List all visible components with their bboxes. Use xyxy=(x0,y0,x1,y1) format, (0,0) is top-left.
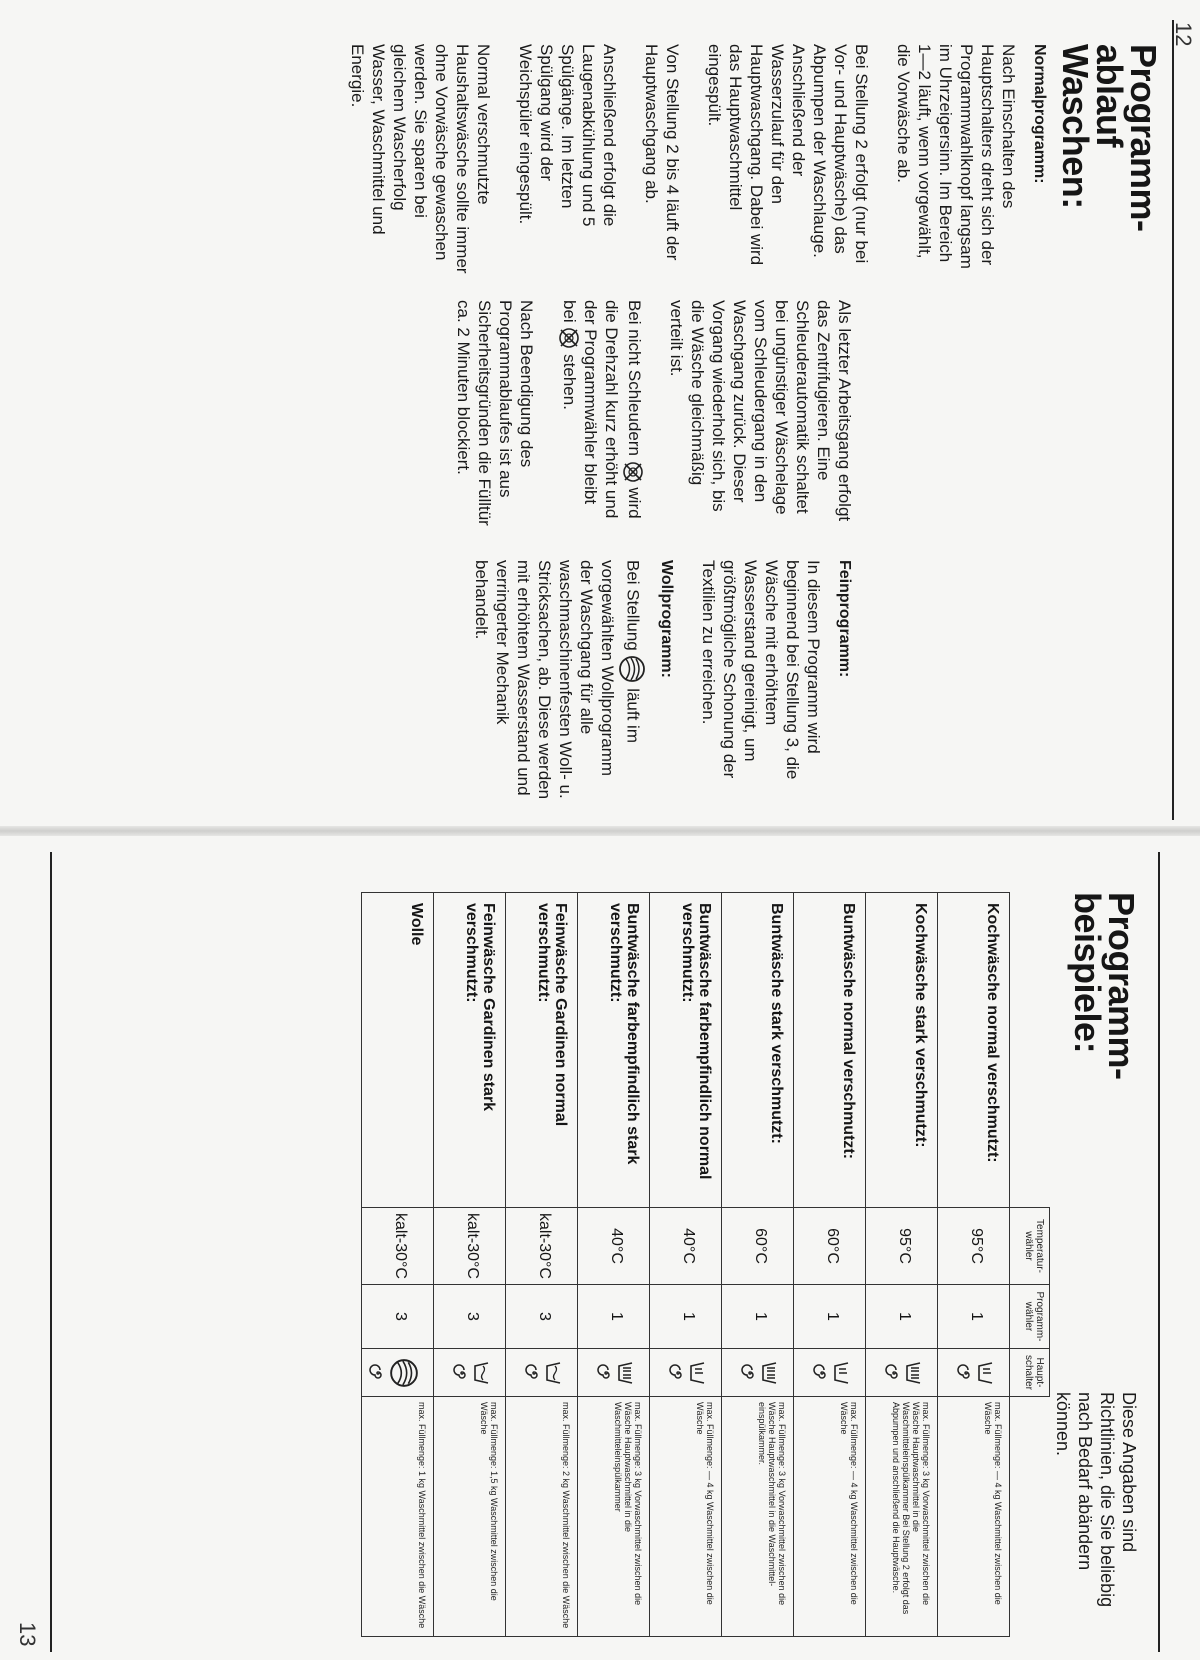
paragraph: Nach Einschalten des Hauptschalters dreht sich der Programmwahlknopf langsam im Uhrzeigersinn. Im Bereich 1—2 läuft, wenn vorgewählt, die Vorwäsche ab. xyxy=(894,44,1018,269)
program-selector-value: 3 xyxy=(506,1285,578,1349)
header-temp: Temperatur-wähler xyxy=(1010,1208,1050,1285)
text-fragment: läuft im vorgewählten Wollprogramm der Waschgang für alle waschmaschinenfesten Woll- u. Stricksachen, ab. Diese werden mit erhöhtem Wasserstand und verringerter Mechanik behandelt. xyxy=(472,560,643,800)
spin-icon xyxy=(525,1364,543,1382)
temperature-value: 40°C xyxy=(650,1208,722,1285)
temperature-value: kalt-30°C xyxy=(362,1208,434,1285)
table-row xyxy=(938,893,1010,1637)
text-fragment: stehen. xyxy=(560,354,580,410)
program-name: Kochwäsche stark verschmutzt: xyxy=(866,893,938,1208)
table-row xyxy=(794,893,866,1637)
wool-icon xyxy=(618,655,646,683)
right-page xyxy=(0,832,1200,1660)
program-selector-value: 1 xyxy=(650,1285,722,1349)
temperature-value: 95°C xyxy=(938,1208,1010,1285)
page-number: 12 xyxy=(1171,22,1196,47)
main-wash-tub-icon xyxy=(977,1360,995,1386)
temperature-value: 40°C xyxy=(578,1208,650,1285)
table-row xyxy=(434,893,506,1637)
section-heading: Feinprogramm: xyxy=(836,560,853,678)
program-note: max. Füllmenge: 1,5 kg Waschmittel zwischen die Wäsche xyxy=(434,1397,506,1637)
page-title xyxy=(1067,892,1142,1080)
program-selector-value: 1 xyxy=(722,1285,794,1349)
spin-icon xyxy=(453,1364,471,1382)
temperature-value: 60°C xyxy=(794,1208,866,1285)
header-prog: Programm-wähler xyxy=(1010,1285,1050,1349)
main-switch-symbols xyxy=(434,1349,506,1397)
program-note: max. Füllmenge: 3 kg Vorwaschmittel zwischen die Wäsche Hauptwaschmittel in die Waschmitteleinspülkammer Bei Stellung 2 erfolgt das Abpumpen und anschließend die Hauptwäsche. xyxy=(866,1397,938,1637)
left-page xyxy=(0,0,1200,828)
program-note: max. Füllmenge: — 4 kg Waschmittel zwischen die Wäsche xyxy=(794,1397,866,1637)
column-normalprogramm xyxy=(326,44,1050,274)
spin-icon xyxy=(885,1364,903,1382)
program-selector-value: 1 xyxy=(578,1285,650,1349)
header-note xyxy=(1010,1397,1050,1637)
spin-icon xyxy=(369,1364,387,1382)
header-empty xyxy=(1010,893,1050,1208)
program-selector-value: 3 xyxy=(362,1285,434,1349)
spin-icon xyxy=(957,1364,975,1382)
table-row xyxy=(362,893,434,1637)
program-selector-value: 1 xyxy=(866,1285,938,1349)
temperature-value: 60°C xyxy=(722,1208,794,1285)
top-rule xyxy=(1158,852,1160,1652)
page-title xyxy=(1055,44,1164,232)
table-row xyxy=(650,893,722,1637)
paragraph: In diesem Programm wird beginnend bei Stellung 3, die Wäsche mit erhöhtem Wasserstand gereinigt, um größtmögliche Schonung der Textilien zu erreichen. xyxy=(699,560,823,780)
no-spin-icon xyxy=(622,461,644,483)
paragraph: Anschließend erfolgt die Laugenabkühlung und 5 Spülgänge. Im letzten Spülgang wird der Weichspüler eingespült. xyxy=(516,44,619,227)
section-heading: Normalprogramm: xyxy=(1031,44,1048,184)
pre-main-wash-tub-icon xyxy=(617,1360,635,1386)
paragraph-wool xyxy=(471,560,646,800)
page-number: 13 xyxy=(15,1622,40,1647)
program-note: max. Füllmenge: — 4 kg Waschmittel zwischen die Wäsche xyxy=(938,1397,1010,1637)
pre-main-wash-tub-icon xyxy=(905,1360,923,1386)
text-fragment: Bei Stellung xyxy=(623,560,643,651)
program-examples-table xyxy=(361,892,1050,1637)
program-note: max. Füllmenge: 3 kg Vorwaschmittel zwischen die Wäsche Hauptwaschmittel in die Waschmittel-einspülkammer. xyxy=(722,1397,794,1637)
fine-wash-tub-icon xyxy=(473,1360,491,1386)
program-name: Buntwäsche normal verschmutzt: xyxy=(794,893,866,1208)
table-row xyxy=(866,893,938,1637)
title-line: beispiele: xyxy=(1067,892,1108,1054)
program-note: max. Füllmenge: 1 kg Waschmittel zwischen die Wäsche xyxy=(362,1397,434,1637)
spin-icon xyxy=(741,1364,759,1382)
paragraph: Als letzter Arbeitsgang erfolgt das Zentrifugieren. Eine Schleuderautomatik schaltet bei ungünstiger Wäschelage vom Schleudergang in den Waschgang zurück. Dieser Vorgang wiederholt sich, bis die Wäsche gleichmäßig verteilt ist. xyxy=(667,300,854,522)
program-name: Feinwäsche Gardinen normal verschmutzt: xyxy=(506,893,578,1208)
text-fragment: wird die Drehzahl kurz erhöht und der Programmwähler bleibt bei xyxy=(560,300,644,519)
main-switch-symbols xyxy=(506,1349,578,1397)
section-heading: Wollprogramm: xyxy=(658,560,675,678)
main-switch-symbols xyxy=(362,1349,434,1397)
program-name: Buntwäsche farbempfindlich stark verschmutzt: xyxy=(578,893,650,1208)
main-switch-symbols xyxy=(794,1349,866,1397)
column-continuation xyxy=(432,300,855,530)
title-line: Waschen: xyxy=(1055,44,1096,209)
paragraph: Von Stellung 2 bis 4 läuft der Hauptwaschgang ab. xyxy=(642,44,682,261)
intro-text: Diese Angaben sind Richtlinien, die Sie beliebig nach Bedarf abändern können. xyxy=(1053,1392,1139,1608)
main-switch-symbols xyxy=(938,1349,1010,1397)
title-line: Programm- xyxy=(1123,44,1164,232)
table-row xyxy=(578,893,650,1637)
program-name: Feinwäsche Gardinen stark verschmutzt: xyxy=(434,893,506,1208)
pre-main-wash-tub-icon xyxy=(761,1360,779,1386)
top-rule xyxy=(1172,20,1174,820)
title-line: ablauf xyxy=(1089,44,1130,148)
temperature-value: 95°C xyxy=(866,1208,938,1285)
spin-icon xyxy=(669,1364,687,1382)
fine-wash-tub-icon xyxy=(545,1360,563,1386)
program-selector-value: 3 xyxy=(434,1285,506,1349)
paragraph-no-spin xyxy=(558,300,645,530)
paragraph: Nach Beendigung des Programmablaufes ist aus Sicherheitsgründen die Fülltür ca. 2 Minuten blockiert. xyxy=(453,300,536,526)
header-main: Haupt-schalter xyxy=(1010,1349,1050,1397)
temperature-value: kalt-30°C xyxy=(506,1208,578,1285)
main-wash-tub-icon xyxy=(833,1360,851,1386)
main-switch-symbols xyxy=(866,1349,938,1397)
temperature-value: kalt-30°C xyxy=(434,1208,506,1285)
program-note: max. Füllmenge: — 4 kg Waschmittel zwischen die Wäsche xyxy=(650,1397,722,1637)
main-switch-symbols xyxy=(722,1349,794,1397)
spin-icon xyxy=(597,1364,615,1382)
text-fragment: Bei nicht Schleudern xyxy=(625,300,644,456)
program-note: max. Füllmenge: 3 kg Vorwaschmittel zwischen die Wäsche Hauptwaschmittel in die Waschmitteleinspülkammer xyxy=(578,1397,650,1637)
program-name: Wolle xyxy=(362,893,434,1208)
program-note: max. Füllmenge: 2 kg Waschmittel zwischen die Wäsche xyxy=(506,1397,578,1637)
program-selector-value: 1 xyxy=(794,1285,866,1349)
bottom-rule xyxy=(50,852,52,1652)
wool-icon xyxy=(389,1358,419,1388)
program-name: Kochwäsche normal verschmutzt: xyxy=(938,893,1010,1208)
main-switch-symbols xyxy=(578,1349,650,1397)
table-row xyxy=(722,893,794,1637)
table-row xyxy=(506,893,578,1637)
program-name: Buntwäsche farbempfindlich normal verschmutzt: xyxy=(650,893,722,1208)
main-wash-tub-icon xyxy=(689,1360,707,1386)
program-name: Buntwäsche stark verschmutzt: xyxy=(722,893,794,1208)
program-selector-value: 1 xyxy=(938,1285,1010,1349)
main-switch-symbols xyxy=(650,1349,722,1397)
column-fein-woll xyxy=(450,560,855,800)
table-header-row xyxy=(1010,893,1050,1637)
paragraph: Bei Stellung 2 erfolgt (nur bei Vor- und Hauptwäsche) das Abpumpen der Waschlauge. Anschließend der Wasserzulauf für den Hauptwaschgang. Dabei wird das Hauptwaschmittel eingespült. xyxy=(705,44,871,266)
paragraph: Normal verschmutzte Haushaltswäsche sollte immer ohne Vorwäsche gewaschen werden. Sie sparen bei gleichem Wascherfolg Wasser, Waschmittel und Energie. xyxy=(348,44,493,274)
title-line: Programm- xyxy=(1101,892,1142,1080)
spin-icon xyxy=(813,1364,831,1382)
no-spin-icon xyxy=(558,327,580,349)
